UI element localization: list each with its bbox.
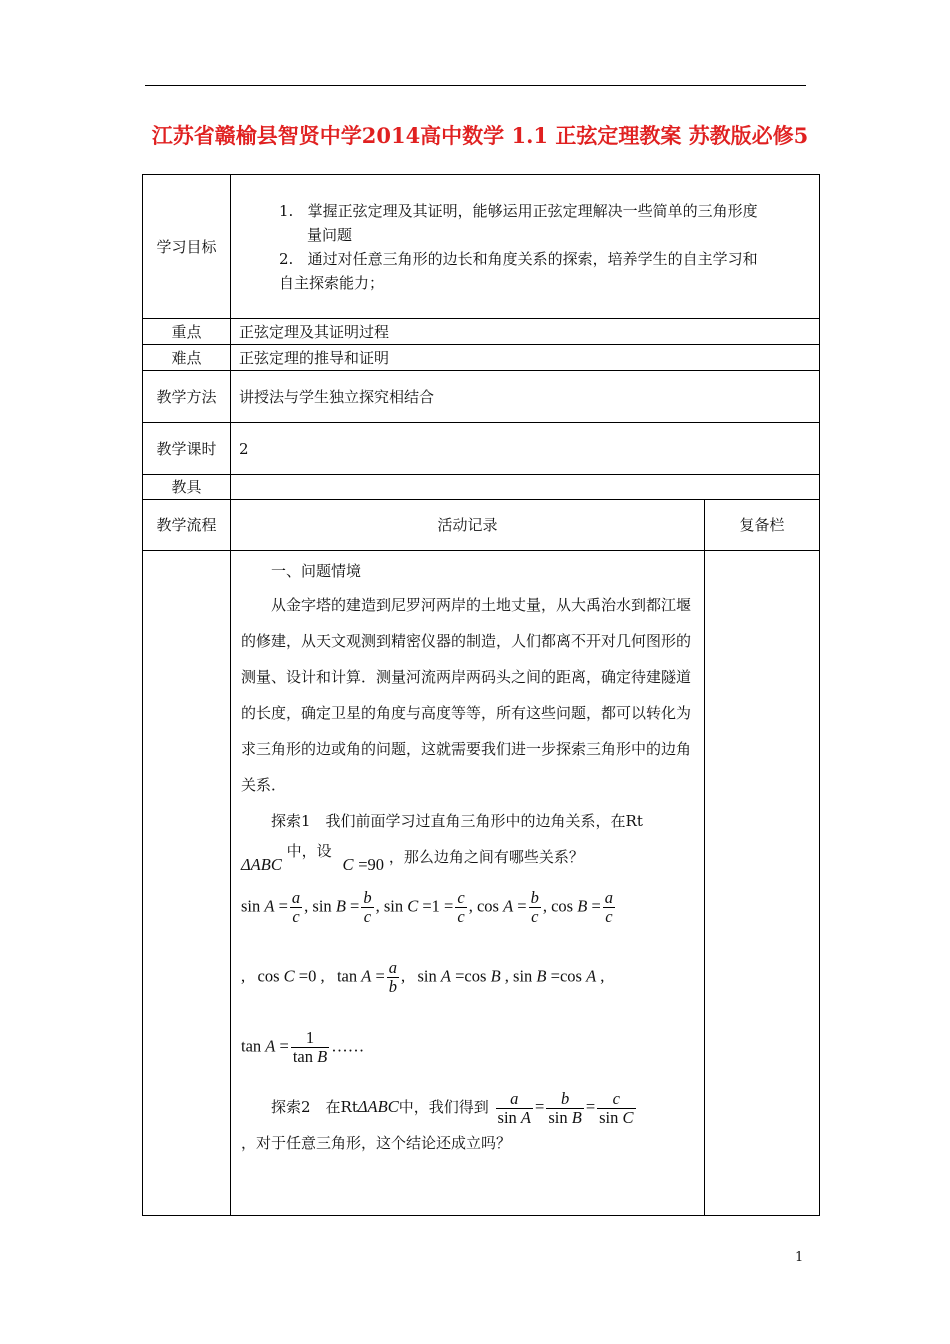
flow-label: 教学流程 <box>143 500 231 551</box>
page-number: 1 <box>795 1250 804 1265</box>
goal-1-cont: 量问题 <box>307 225 353 244</box>
header-rule <box>145 85 806 86</box>
hours-label: 教学课时 <box>143 423 231 475</box>
row-hours <box>143 423 820 475</box>
goals-cell: 1. 掌握正弦定理及其证明，能够运用正弦定理解决一些简单的三角形度 量问题 2. 通过对任意三角形的边长和角度关系的探索，培养学生的自主学习和 自主探索能力； <box>231 175 820 319</box>
intro-paragraph: 从金字塔的建造到尼罗河两岸的土地丈量，从大禹治水到都江堰的修建，从天文观测到精密仪器的制造，人们都离不开对几何图形的测量、设计和计算．测量河流两岸两码头之间的距离，确定待建隧道的长度，确定卫星的角度与高度等等，所有这些问题，都可以转化为求三角形的边或角的问题，这就需要我们进一步探索三角形中的边角关系． <box>241 596 692 794</box>
row-key <box>143 319 820 345</box>
goal-1: 掌握正弦定理及其证明，能够运用正弦定理解决一些简单的三角形度 <box>307 201 758 220</box>
sine-law-formula: $\frac{a}{\text{sin A}}$ = $\frac{b}{\text{sin B}}$ = $\frac{c}{\text{sin C}}$ <box>497 1088 634 1127</box>
triangle-abc: ΔABC <box>241 855 282 874</box>
row-tools <box>143 475 820 500</box>
explore-2: 探索2 在RtΔABC中，我们得到 $\frac{a}{\text{sin A}}$ = $\frac{b}{\text{sin B}}$ = $\frac{c}{\text{sin C}}$ <box>241 1087 694 1127</box>
goal-2: 通过对任意三角形的边长和角度关系的探索，培养学生的自主学习和 <box>307 249 758 268</box>
backup-header: 复备栏 <box>705 500 820 551</box>
hours-value: 2 <box>231 423 820 475</box>
difficult-value: 正弦定理的推导和证明 <box>231 345 820 371</box>
row-difficult <box>143 345 820 371</box>
flow-empty-cell <box>143 551 231 1216</box>
trig-relations-2: , cos C =0 , tan A = $\frac{a}{b}$ , sin A =cos B , sin B =cos A , <box>241 958 605 996</box>
trig-relations-1: sin A = $\frac{a}{c}$ , sin B = $\frac{b}{c}$ , sin C =1 = $\frac{c}{c}$ , cos A = $\frac{b}{c}$ , cos B = $\frac{a}{c}$ <box>241 888 614 926</box>
explore-2-question: ，对于任意三角形，这个结论还成立吗？ <box>241 1134 512 1152</box>
difficult-label: 难点 <box>143 345 231 371</box>
explore-1: 探索1 我们前面学习过直角三角形中的边角关系，在Rt <box>271 812 643 830</box>
row-flow-header <box>143 500 820 551</box>
method-value: 讲授法与学生独立探究相结合 <box>231 371 820 423</box>
trig-relations-3: tan A = $\frac{1}{\text{tan B}}$ …… <box>241 1028 365 1066</box>
section-heading: 一、问题情境 <box>271 562 362 580</box>
activity-content <box>231 551 705 1216</box>
tools-label: 教具 <box>143 475 231 500</box>
row-content <box>143 551 820 1216</box>
method-label: 教学方法 <box>143 371 231 423</box>
goal-2-cont: 自主探索能力； <box>279 273 385 292</box>
row-method <box>143 371 820 423</box>
backup-cell <box>705 551 820 1216</box>
row-goals <box>143 175 820 319</box>
tools-value <box>231 475 820 500</box>
key-value: 正弦定理及其证明过程 <box>231 319 820 345</box>
lesson-plan-table <box>142 174 820 1216</box>
explore-1-line2: ΔABC 中，设 C =90 ，那么边角之间有哪些关系？ <box>241 842 584 874</box>
document-title: 江苏省赣榆县智贤中学2014高中数学 1.1 正弦定理教案 苏教版必修5 <box>151 123 809 148</box>
activity-header: 活动记录 <box>231 500 705 551</box>
key-label: 重点 <box>143 319 231 345</box>
goals-label: 学习目标 <box>143 175 231 319</box>
